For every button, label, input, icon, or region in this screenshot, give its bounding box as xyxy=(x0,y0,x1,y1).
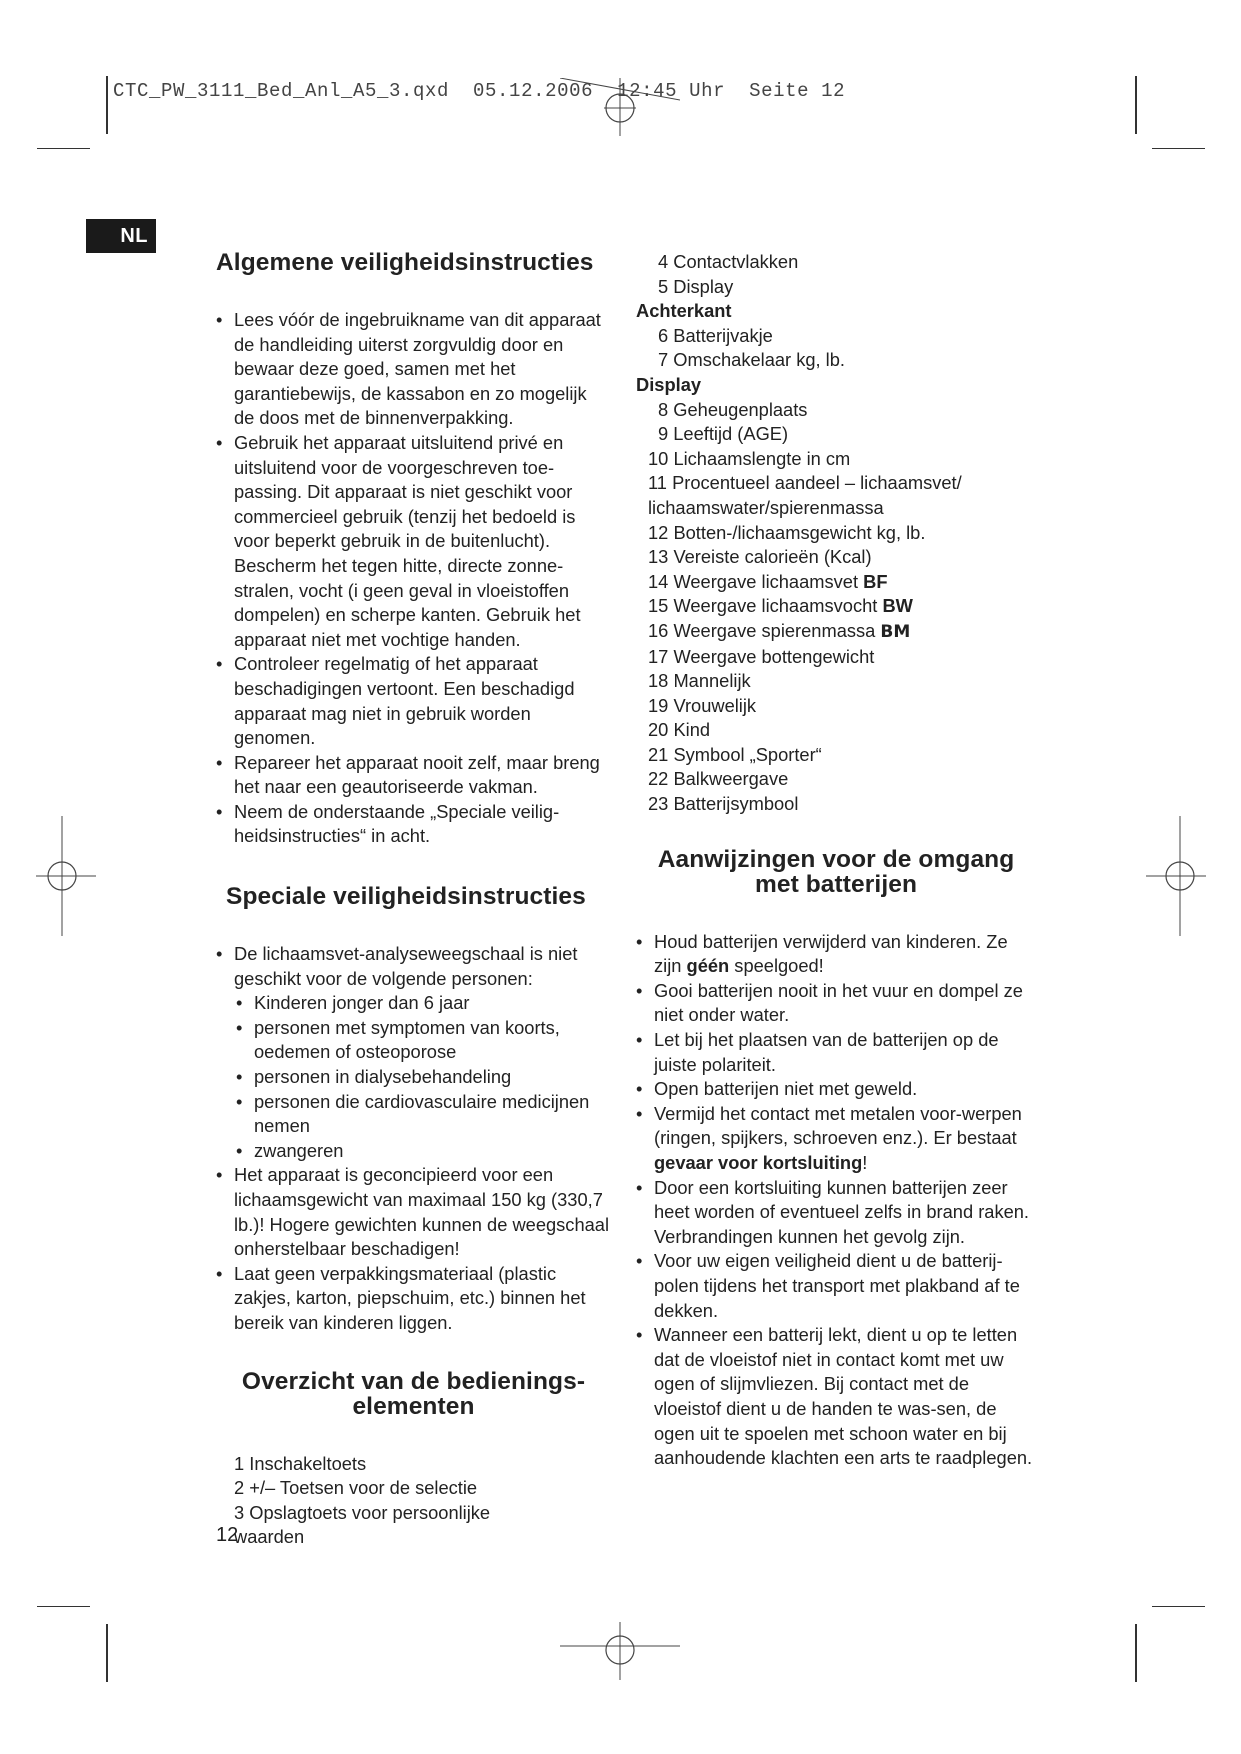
section-title-batteries xyxy=(636,847,1036,897)
section-title-general-safety: Algemene veiligheidsinstructies xyxy=(216,249,594,276)
list-item xyxy=(636,743,1036,768)
list-item: • Repareer het apparaat nooit zelf, maar breng het naar een geautoriseerde vakman. xyxy=(216,751,611,800)
list-item xyxy=(636,718,1036,743)
item-number: 2 xyxy=(234,1477,245,1499)
item-number: 12 xyxy=(648,521,669,543)
item-number: 20 xyxy=(648,719,669,741)
item-text: Leeftijd (AGE) xyxy=(673,423,789,445)
crop-mark xyxy=(1152,148,1205,149)
controls-list xyxy=(216,1452,611,1550)
list-item-text: De lichaamsvet-analyseweegschaal is niet geschikt voor de volgende personen: xyxy=(234,943,578,989)
item-number: 17 xyxy=(648,645,669,667)
item-number: 3 xyxy=(234,1501,245,1523)
item-text: Balkweergave xyxy=(673,768,789,790)
subheading-display: Display xyxy=(636,373,702,395)
left-column xyxy=(216,250,611,1550)
list-item: • Laat geen verpakkingsmateriaal (plastic zakjes, karton, piepschuim, etc.) binnen het bereik van kinderen liggen. xyxy=(216,1262,611,1336)
item-text: Batterijvakje xyxy=(673,324,773,346)
list-item: • Het apparaat is geconcipieerd voor een lichaamsgewicht van maximaal 150 kg (330,7 lb.)! Hogere gewichten kunnen de weegschaal onherstelbaar beschadigen! xyxy=(216,1163,611,1261)
list-item xyxy=(636,471,1036,520)
item-number: 13 xyxy=(648,546,669,568)
item-number: 23 xyxy=(648,793,669,815)
list-item xyxy=(216,1501,611,1550)
item-text: Procentueel aandeel – lichaamsvet/ lichaamswater/spierenmassa xyxy=(648,472,962,518)
list-item xyxy=(636,398,1036,423)
item-text: Symbool „Sporter“ xyxy=(673,743,822,765)
item-number: 9 xyxy=(658,423,669,445)
item-code: BM xyxy=(880,621,911,642)
list-item: • Gebruik het apparaat uitsluitend privé en uitsluitend voor de voorgeschreven toe-passing. Dit apparaat is niet geschikt voor commercieel gebruik (tenzij het bedoeld is voor beperkt gebruik in de buitenlucht). Bescherm het tegen hitte, directe zonne-stralen, vocht (i geen geval in vloeistoffen dompelen) en scherpe kanten. Gebruik het apparaat niet met vochtige handen. xyxy=(216,431,611,652)
item-text: Mannelijk xyxy=(673,670,751,692)
item-number: 22 xyxy=(648,768,669,790)
language-badge: NL xyxy=(86,219,156,253)
sub-list-item: • Kinderen jonger dan 6 jaar xyxy=(216,991,611,1016)
item-text: Vereiste calorieën (Kcal) xyxy=(673,546,872,568)
item-text: Batterijsymbool xyxy=(673,793,799,815)
item-text: Weergave spierenmassa xyxy=(673,619,876,641)
item-text: Display xyxy=(673,275,734,297)
list-item xyxy=(636,570,1036,595)
list-item: • Lees vóór de ingebruikname van dit apparaat de handleiding uiterst zorgvuldig door en bewaar deze goed, samen met het garantiebewijs, de kassabon en zo mogelijk de doos met de binnenverpakking. xyxy=(216,308,611,431)
item-text: Opslagtoets voor persoonlijke waarden xyxy=(234,1501,491,1548)
list-item-text: Vermijd het contact met metalen voor-werpen (ringen, spijkers, schroeven enz.). Er bestaat xyxy=(654,1102,1022,1149)
item-number: 16 xyxy=(648,619,669,641)
list-item xyxy=(636,324,1036,349)
list-item xyxy=(636,619,1036,645)
list-item: • Open batterijen niet met geweld. xyxy=(636,1077,1036,1102)
crop-mark xyxy=(1135,1624,1137,1682)
list-item xyxy=(216,1476,611,1501)
list-item: • Let bij het plaatsen van de batterijen op de juiste polariteit. xyxy=(636,1028,1036,1077)
item-number: 7 xyxy=(658,349,669,371)
list-item xyxy=(636,645,1036,670)
item-number: 4 xyxy=(658,251,669,272)
item-text: Omschakelaar kg, lb. xyxy=(673,349,845,371)
registration-mark-icon xyxy=(560,78,680,138)
item-number: 6 xyxy=(658,324,669,346)
list-item-text: speelgoed! xyxy=(734,955,824,977)
crop-mark xyxy=(1135,76,1137,134)
sub-list-item: • personen die cardiovasculaire medicijnen nemen xyxy=(216,1090,611,1139)
right-column xyxy=(636,250,1036,1471)
special-safety-list xyxy=(216,942,611,1336)
list-item: • Wanneer een batterij lekt, dient u op te letten dat de vloeistof niet in contact komt met uw ogen of slijmvliezen. Bij contact met de vloeistof dient u de handen te was-sen, de ogen uit te spoelen met schoon water en bij aanhoudende klachten een arts te raadplegen. xyxy=(636,1323,1036,1471)
item-text: Inschakeltoets xyxy=(249,1452,367,1474)
item-number: 21 xyxy=(648,743,669,765)
subheading-back: Achterkant xyxy=(636,300,732,322)
list-item xyxy=(636,594,1036,619)
list-item xyxy=(636,694,1036,719)
list-item xyxy=(216,1452,611,1477)
list-item xyxy=(636,669,1036,694)
sub-list-item: • zwangeren xyxy=(216,1139,611,1164)
overview-list xyxy=(636,250,1036,817)
item-number: 18 xyxy=(648,670,669,692)
crop-mark xyxy=(1152,1606,1205,1607)
list-item xyxy=(636,348,1036,373)
section-title-line: Aanwijzingen voor de omgang xyxy=(657,845,1015,873)
section-title-controls xyxy=(216,1369,611,1419)
item-number: 1 xyxy=(234,1452,245,1474)
sub-list xyxy=(234,991,611,1163)
list-item: • Gooi batterijen nooit in het vuur en dompel ze niet onder water. xyxy=(636,979,1036,1028)
item-text: Vrouwelijk xyxy=(673,694,757,716)
item-text: +/– Toetsen voor de selectie xyxy=(249,1477,478,1499)
item-text: Weergave lichaamsvocht xyxy=(673,595,878,617)
item-number: 10 xyxy=(648,447,669,469)
item-text: Geheugenplaats xyxy=(673,398,808,420)
list-item xyxy=(636,521,1036,546)
item-number: 15 xyxy=(648,595,669,617)
item-text: Weergave bottengewicht xyxy=(673,645,875,667)
item-number: 14 xyxy=(648,570,669,592)
list-item-text: Houd batterijen verwijderd van kinderen. Ze zijn xyxy=(654,930,1008,977)
sub-list-item: • personen met symptomen van koorts, oedemen of osteoporose xyxy=(216,1016,611,1065)
battery-list xyxy=(636,930,1036,1471)
item-number: 19 xyxy=(648,694,669,716)
list-item xyxy=(636,275,1036,300)
sub-list-item: • personen in dialysebehandeling xyxy=(216,1065,611,1090)
item-text: Kind xyxy=(673,719,711,741)
item-text: Weergave lichaamsvet xyxy=(673,570,859,592)
section-title-line: met batterijen xyxy=(754,870,918,898)
section-title-line: elementen xyxy=(352,1392,475,1420)
crop-mark xyxy=(106,76,108,134)
crop-mark xyxy=(37,1606,90,1607)
list-item: • Door een kortsluiting kunnen batterijen zeer heet worden of eventueel zelfs in brand raken. Verbrandingen kunnen het gevolg zijn. xyxy=(636,1176,1036,1250)
list-item: • Neem de onderstaande „Speciale veilig-heidsinstructies“ in acht. xyxy=(216,800,611,849)
list-item xyxy=(216,942,611,1163)
item-text: Contactvlakken xyxy=(673,251,799,272)
item-text: Botten-/lichaamsgewicht kg, lb. xyxy=(673,521,926,543)
section-title-line: Overzicht van de bedienings- xyxy=(241,1367,586,1395)
list-item: • Voor uw eigen veiligheid dient u de batterij-polen tijdens het transport met plakband af te dekken. xyxy=(636,1249,1036,1323)
list-item xyxy=(636,792,1036,817)
registration-mark-icon xyxy=(36,816,96,936)
list-item xyxy=(636,447,1036,472)
list-item-text: ! xyxy=(862,1152,868,1173)
general-safety-list xyxy=(216,308,611,849)
page-number: 12 xyxy=(216,1524,239,1546)
crop-mark xyxy=(106,1624,108,1682)
registration-mark-icon xyxy=(560,1620,680,1680)
item-number: 8 xyxy=(658,398,669,420)
list-item: • Controleer regelmatig of het apparaat beschadigingen vertoont. Een beschadigd apparaat mag niet in gebruik worden genomen. xyxy=(216,652,611,750)
item-code: BW xyxy=(882,595,913,617)
list-item-emphasis: géén xyxy=(686,955,730,977)
section-title-special-safety: Speciale veiligheidsinstructies xyxy=(226,883,586,911)
list-item xyxy=(636,930,1036,979)
list-item xyxy=(636,422,1036,447)
list-item xyxy=(636,767,1036,792)
crop-mark xyxy=(37,148,90,149)
item-code: BF xyxy=(863,570,888,592)
item-text: Lichaamslengte in cm xyxy=(673,447,851,469)
registration-mark-icon xyxy=(1146,816,1206,936)
list-item xyxy=(636,545,1036,570)
list-item-emphasis: gevaar voor kortsluiting xyxy=(654,1152,863,1173)
item-number: 11 xyxy=(648,472,667,494)
list-item xyxy=(636,250,1036,275)
print-slug: CTC_PW_3111_Bed_Anl_A5_3.qxd 05.12.2006 12:45 Uhr Seite 12 xyxy=(113,80,846,102)
item-number: 5 xyxy=(658,275,669,297)
list-item xyxy=(636,1102,1036,1176)
